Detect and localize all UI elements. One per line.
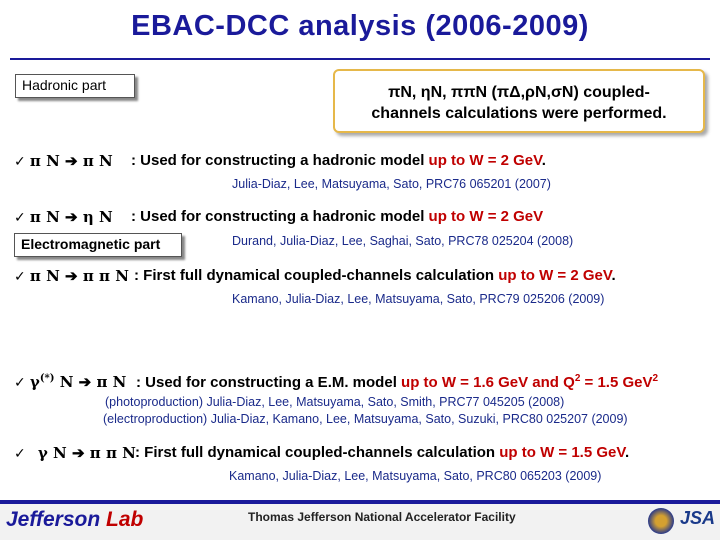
check-icon: ✓ [14,269,26,285]
entry-piN-piN [14,152,113,170]
reaction-rest: N ➔ π N [54,373,127,391]
check-icon: ✓ [14,154,26,170]
entry-gammaN-piN [14,373,126,391]
entry-piN-etaN [14,208,113,226]
check-icon: ✓ [14,446,26,462]
reaction-label: π N ➔ η N [29,208,113,226]
facility-name: Thomas Jefferson National Accelerator Facility [248,510,516,524]
entry-3-highlight: up to W = 2 GeV [498,267,612,284]
callout-line-2: channels calculations were performed. [371,105,667,122]
callout-line-1: πN, ηN, ππN (πΔ,ρN,σN) coupled- [388,84,650,101]
check-icon: ✓ [14,210,26,226]
jsa-logo: JSA [680,508,716,528]
entry-3-description [134,267,616,284]
entry-4-highlight-a: up to W = 1.6 GeV and Q [401,374,575,391]
entry-piN-pipiN [14,267,129,285]
entry-1-tail: . [541,152,546,169]
entry-5-text: : First full dynamical coupled-channels calculation [135,444,500,461]
jefferson-lab-logo [6,508,143,532]
entry-3-tail: . [611,267,616,284]
reaction-gamma: γ [29,373,40,391]
entry-4-sup-1: 2 [574,373,581,384]
reaction-label [30,373,126,391]
reaction-label: γ N ➔ π π N [37,444,136,462]
hadronic-part-label: Hadronic part [15,74,135,98]
entry-2-description [131,208,543,225]
entry-gammaN-pipiN [14,444,136,462]
entry-5-highlight: up to W = 1.5 GeV [499,444,625,461]
entry-5-description [135,444,629,461]
entry-4-text: : Used for constructing a E.M. model [136,374,402,391]
entry-3-reference: Kamano, Julia-Diaz, Lee, Matsuyama, Sato, PRC79 025206 (2009) [232,292,605,306]
check-icon: ✓ [14,375,26,391]
entry-1-reference: Julia-Diaz, Lee, Matsuyama, Sato, PRC76 065201 (2007) [232,177,551,191]
entry-4-reference-electro: (electroproduction) Julia-Diaz, Kamano, Lee, Matsuyama, Sato, Suzuki, PRC80 025207 (2009) [103,412,628,426]
entry-4-description [136,373,658,391]
electromagnetic-part-label: Electromagnetic part [14,233,182,257]
logo-text-a: Jefferson [6,508,106,531]
entry-2-highlight: up to W = 2 GeV [428,208,544,225]
reaction-label: π N ➔ π π N [29,267,129,285]
title-divider [10,58,710,60]
entry-2-reference: Durand, Julia-Diaz, Lee, Saghai, Sato, PRC78 025204 (2008) [232,234,574,248]
entry-1-text: : Used for constructing a hadronic model [131,152,429,169]
entry-1-highlight: up to W = 2 GeV [428,152,542,169]
entry-5-reference: Kamano, Julia-Diaz, Lee, Matsuyama, Sato, PRC80 065203 (2009) [229,469,602,483]
logo-text-b: Lab [106,508,144,531]
entry-5-tail: . [624,444,630,461]
entry-1-description [131,152,546,169]
coupled-channels-callout [333,69,705,133]
entry-4-highlight [401,374,658,391]
doe-seal-icon [648,508,674,534]
entry-4-sup-2: 2 [652,373,659,384]
slide-title: EBAC-DCC analysis (2006-2009) [131,10,589,42]
reaction-star: (*) [39,373,55,384]
reaction-label: π N ➔ π N [29,152,113,170]
entry-4-reference-photo: (photoproduction) Julia-Diaz, Lee, Matsuyama, Sato, Smith, PRC77 045205 (2008) [105,395,565,409]
entry-3-text: : First full dynamical coupled-channels calculation [134,267,499,284]
entry-4-highlight-b: = 1.5 GeV [580,374,653,391]
entry-2-text: : Used for constructing a hadronic model [131,208,429,225]
